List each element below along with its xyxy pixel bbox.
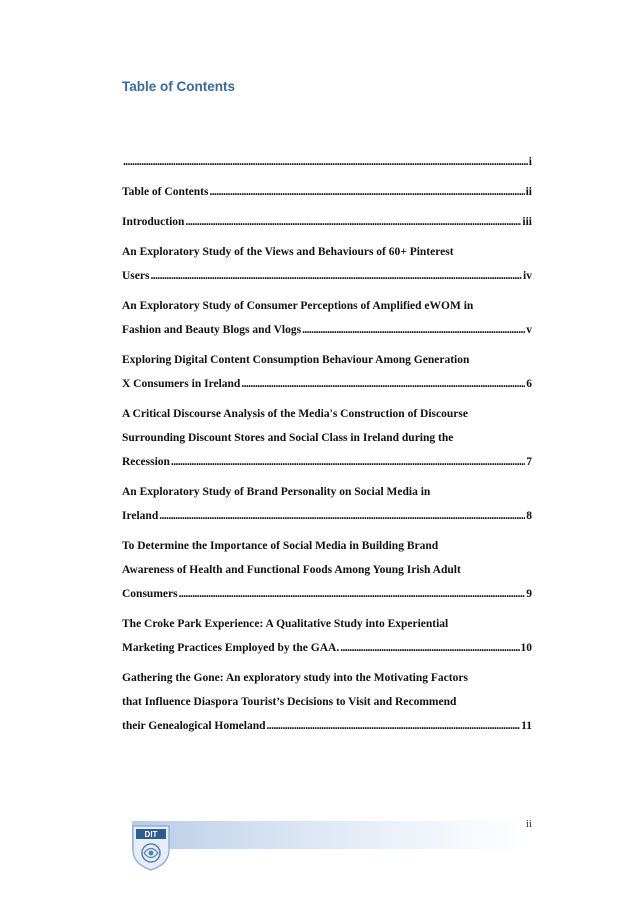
toc-page-number: ii [525,186,532,198]
toc-entry[interactable] [122,294,532,342]
toc-entry-last-line [122,504,532,528]
toc-entry-last-line [122,180,532,204]
footer-gradient-bar [132,821,532,849]
toc-entry[interactable] [122,348,532,396]
toc-page-number: 8 [526,510,532,522]
toc-entry-title-line: that Influence Diaspora Tourist’s Decisions to Visit and Recommend [122,696,457,708]
toc-page-number: 11 [521,720,532,732]
toc-page-number: iii [522,216,532,228]
toc-entry-title-line: An Exploratory Study of Consumer Perceptions of Amplified eWOM in [122,300,474,312]
toc-entry-title-line: Gathering the Gone: An exploratory study into the Motivating Factors [122,672,468,684]
toc-entry-last-line [122,582,532,606]
toc-dot-leader [150,264,522,288]
toc-page-number: 6 [526,378,532,390]
toc-dot-leader [185,210,521,234]
toc-page-number: 10 [520,642,532,654]
toc-entry[interactable] [122,666,532,738]
toc-entry-title-line: Exploring Digital Content Consumption Behaviour Among Generation [122,354,470,366]
toc-entry-title: Table of Contents [122,186,209,198]
toc-dot-leader [241,372,525,396]
toc-dot-leader [209,180,524,204]
toc-dot-leader [302,318,525,342]
toc-entry-last-line [122,264,532,288]
toc-entry[interactable] [122,402,532,474]
logo-text: DIT [144,830,158,839]
toc-entry-title: Consumers [122,588,178,600]
toc-entry-title: Users [122,270,150,282]
page-heading: Table of Contents [122,79,235,94]
toc-dot-leader [340,636,519,660]
toc-dot-leader [267,714,521,738]
toc-entry-title-line: An Exploratory Study of the Views and Behaviours of 60+ Pinterest [122,246,454,258]
toc-entry-last-line [122,318,532,342]
toc-entry[interactable] [122,240,532,288]
toc-entry-title: Introduction [122,216,185,228]
toc-entry-title: their Genealogical Homeland [122,720,266,732]
toc-dot-leader [179,582,526,606]
toc-entry-title: Ireland [122,510,159,522]
toc-dot-leader [171,450,525,474]
page-number: ii [525,818,532,830]
toc-entry-last-line [122,210,532,234]
toc-page-number: 7 [526,456,532,468]
toc-entry-title-line: Surrounding Discount Stores and Social Class in Ireland during the [122,432,454,444]
table-of-contents [122,150,532,744]
toc-page-number: iv [523,270,532,282]
toc-entry-title: Recession [122,456,170,468]
toc-entry[interactable] [122,150,532,174]
toc-entry-title: X Consumers in Ireland [122,378,241,390]
toc-entry[interactable] [122,612,532,660]
institution-logo [130,822,172,872]
toc-entry[interactable] [122,534,532,606]
toc-page-number: 9 [526,588,532,600]
toc-entry-last-line [122,450,532,474]
toc-entry-title-line: To Determine the Importance of Social Media in Building Brand [122,540,439,552]
toc-entry-title: Marketing Practices Employed by the GAA. [122,642,340,654]
toc-entry-title-line: Awareness of Health and Functional Foods Among Young Irish Adult [122,564,461,576]
toc-entry-title-line: An Exploratory Study of Brand Personality on Social Media in [122,486,431,498]
toc-entry-title-line: The Croke Park Experience: A Qualitative Study into Experiential [122,618,449,630]
toc-page-number: i [528,156,532,168]
toc-entry-title: Fashion and Beauty Blogs and Vlogs [122,324,302,336]
toc-page-number: v [526,324,532,336]
toc-entry[interactable] [122,210,532,234]
toc-entry-title-line: A Critical Discourse Analysis of the Media's Construction of Discourse [122,408,468,420]
toc-entry-last-line [122,714,532,738]
toc-entry-last-line [122,636,532,660]
toc-dot-leader [123,150,528,174]
toc-entry[interactable] [122,480,532,528]
toc-entry-last-line [122,150,532,174]
toc-entry-last-line [122,372,532,396]
toc-dot-leader [159,504,525,528]
toc-entry[interactable] [122,180,532,204]
